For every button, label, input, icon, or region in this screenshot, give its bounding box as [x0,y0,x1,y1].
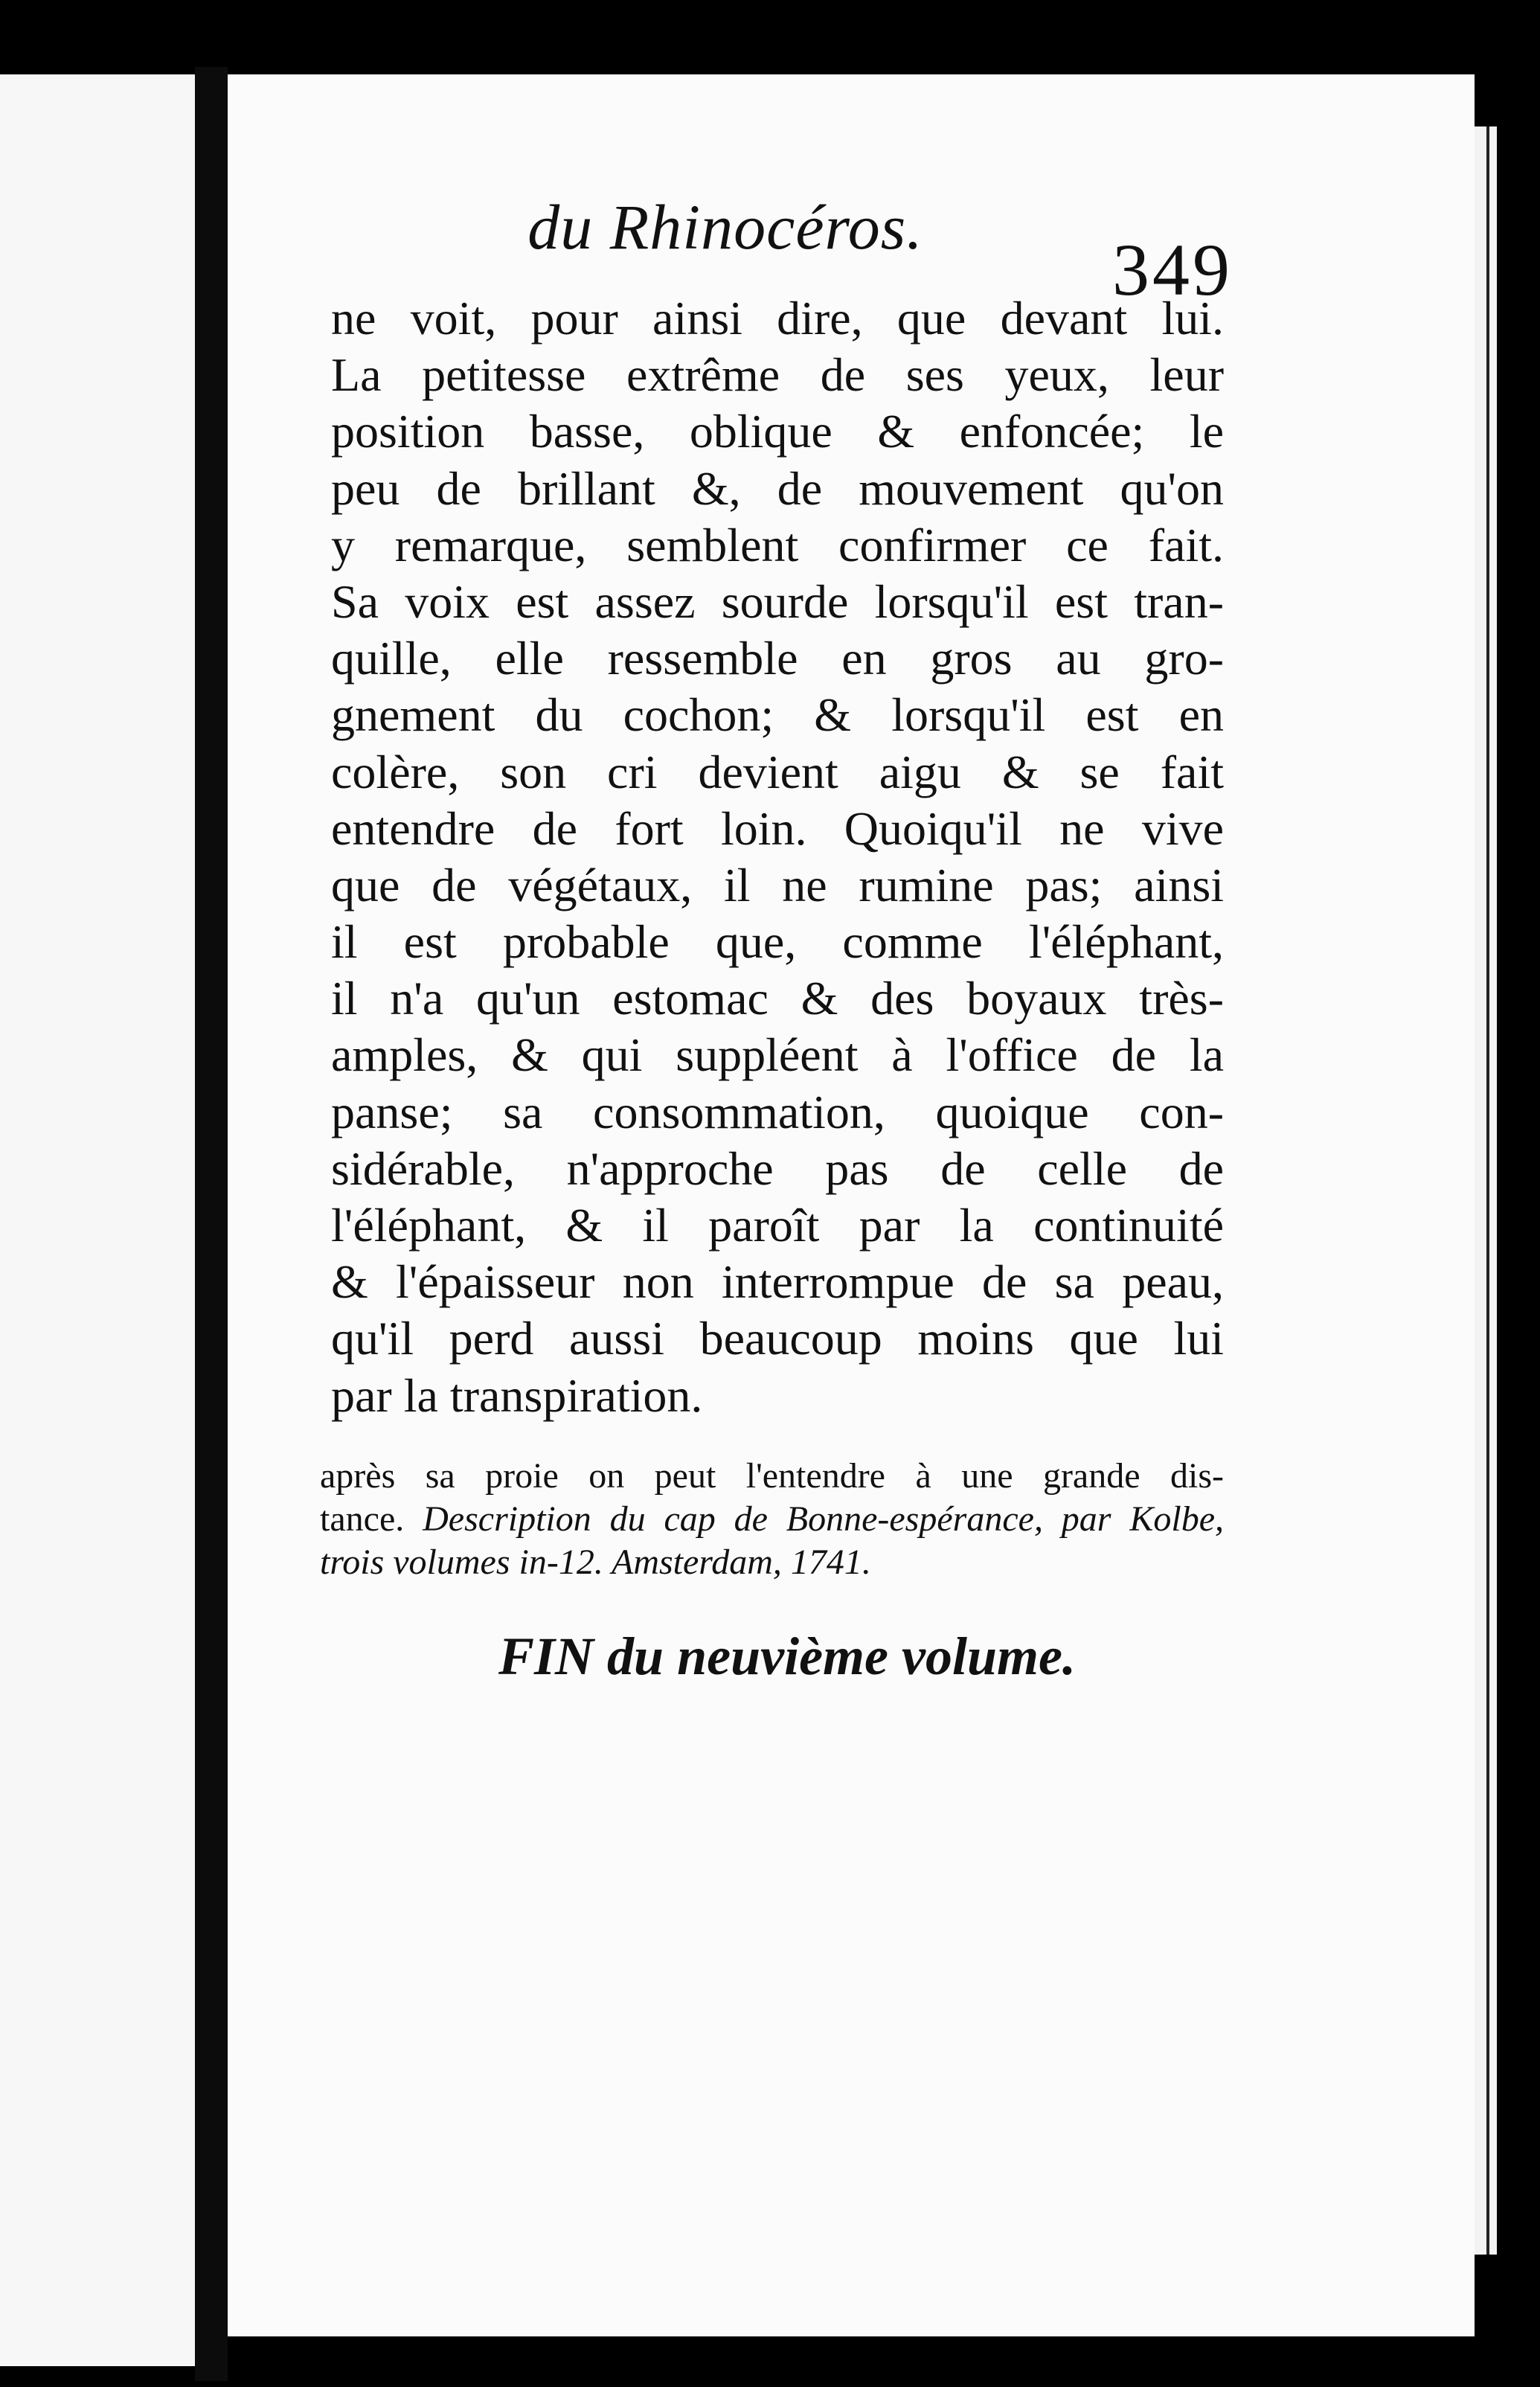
end-of-volume-mark: FIN du neuvième volume. [498,1627,1076,1686]
footnote-roman-text: tance. [320,1499,423,1539]
text-line: panse; sa consommation, quoique con- [331,1085,1224,1138]
book-gutter [195,67,228,2381]
text-line: & l'épaisseur non interrompue de sa peau, [331,1255,1224,1309]
text-line: amples, & qui suppléent à l'office de la [331,1028,1224,1082]
footnote [320,1455,1224,1584]
left-page-margin [0,74,195,2366]
text-line: entendre de fort loin. Quoiqu'il ne vive [331,801,1224,855]
text-line: peu de brillant &, de mouvement qu'on [331,461,1224,515]
text-line: y remarque, semblent confirmer ce fait. [331,518,1224,571]
text-line: il est probable que, comme l'éléphant, [331,915,1224,969]
text-line: colère, son cri devient aigu & se fait [331,745,1224,798]
text-line: il n'a qu'un estomac & des boyaux très- [331,972,1224,1025]
running-head: du Rhinocéros. [527,191,923,263]
page-edge-line [1486,126,1489,2255]
text-line: Sa voix est assez sourde lorsqu'il est tran- [331,574,1224,628]
text-line: par la transpiration. [331,1368,703,1422]
footnote-line: trois volumes in-12. Amsterdam, 1741. [320,1542,871,1582]
page-edge [1475,126,1497,2255]
text-line: quille, elle ressemble en gros au gro- [331,632,1224,685]
text-line: l'éléphant, & il paroît par la continuité [331,1199,1224,1252]
text-line: La petitesse extrême de ses yeux, leur [331,348,1224,402]
body-text [331,290,1224,1424]
text-line: sidérable, n'approche pas de celle de [331,1141,1224,1195]
page-number: 349 [1112,228,1233,311]
footnote-citation: Description du cap de Bonne-espérance, par Kolbe, [423,1499,1224,1539]
text-line: que de végétaux, il ne rumine pas; ainsi [331,858,1224,911]
text-line: gnement du cochon; & lorsqu'il est en [331,688,1224,742]
footnote-line: après sa proie on peut l'entendre à une grande dis- [320,1456,1224,1496]
footnote-line [320,1498,1224,1541]
text-line: position basse, oblique & enfoncée; le [331,405,1224,458]
text-line: qu'il perd aussi beaucoup moins que lui [331,1312,1224,1365]
text-line: ne voit, pour ainsi dire, que devant lui. [331,292,1224,345]
